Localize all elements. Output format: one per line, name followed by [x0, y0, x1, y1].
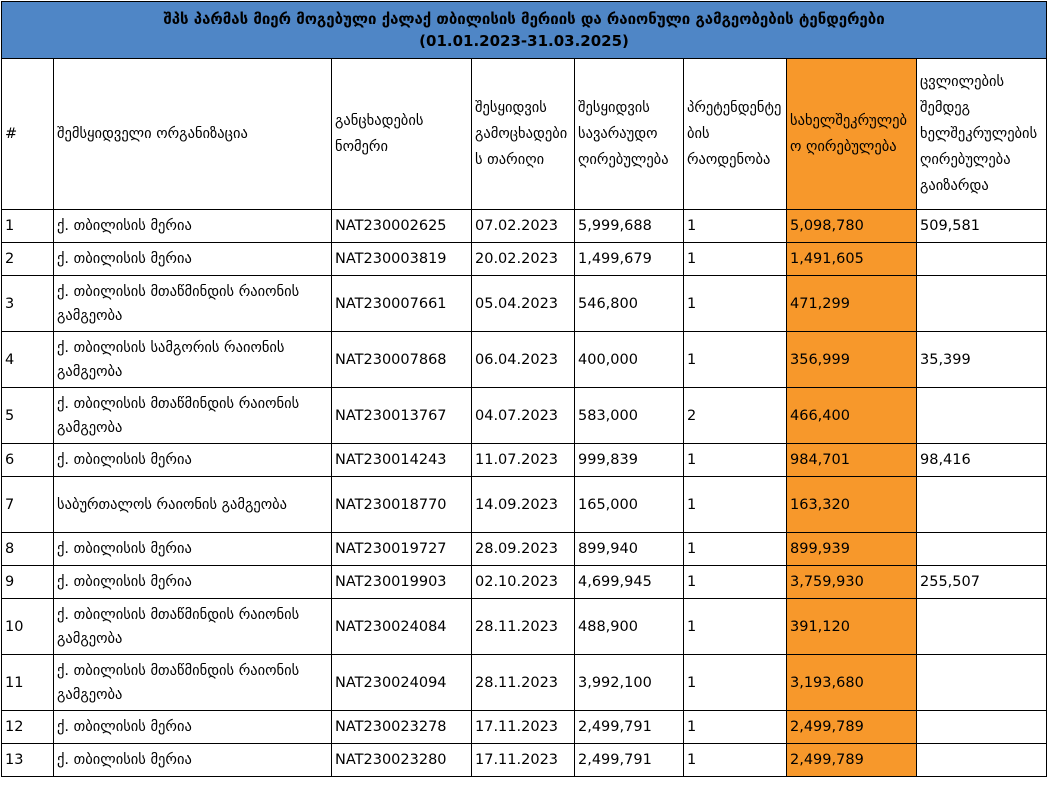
- col-header-bidders: პრეტენდენტების რაოდენობა: [684, 59, 787, 210]
- cell-contract: 899,939: [787, 533, 917, 566]
- cell-num: 10: [2, 599, 54, 655]
- cell-changed: [917, 599, 1047, 655]
- cell-app: NAT230007868: [332, 332, 472, 388]
- cell-changed: 98,416: [917, 444, 1047, 477]
- cell-contract: 391,120: [787, 599, 917, 655]
- cell-contract: 984,701: [787, 444, 917, 477]
- cell-contract: 1,491,605: [787, 243, 917, 276]
- col-header-changed: ცვლილების შემდეგ ხელშეკრულების ღირებულება გაიზარდა: [917, 59, 1047, 210]
- cell-changed: [917, 744, 1047, 777]
- cell-num: 2: [2, 243, 54, 276]
- cell-est: 400,000: [575, 332, 684, 388]
- cell-bidders: 1: [684, 210, 787, 243]
- table-row: [2, 655, 1047, 711]
- table-body: [2, 210, 1047, 777]
- cell-app: NAT230023280: [332, 744, 472, 777]
- cell-est: 899,940: [575, 533, 684, 566]
- table-row: [2, 332, 1047, 388]
- cell-contract: 163,320: [787, 477, 917, 533]
- cell-contract: 3,759,930: [787, 566, 917, 599]
- table-row: [2, 210, 1047, 243]
- cell-date: 04.07.2023: [472, 388, 575, 444]
- title-line-1: შპს პარმას მიერ მოგებული ქალაქ თბილისის მერიის და რაიონული გამგეობების ტენდერები: [163, 10, 885, 28]
- cell-date: 07.02.2023: [472, 210, 575, 243]
- table-row: [2, 477, 1047, 533]
- table-row: [2, 599, 1047, 655]
- cell-org: ქ. თბილისის მერია: [54, 210, 332, 243]
- cell-changed: [917, 243, 1047, 276]
- col-header-est: შესყიდვის სავარაუდო ღირებულება: [575, 59, 684, 210]
- cell-org: ქ. თბილისის მთაწმინდის რაიონის გამგეობა: [54, 599, 332, 655]
- cell-app: NAT230007661: [332, 276, 472, 332]
- cell-date: 17.11.2023: [472, 744, 575, 777]
- cell-app: NAT230019727: [332, 533, 472, 566]
- col-header-date: შესყიდვის გამოცხადების თარიღი: [472, 59, 575, 210]
- cell-date: 14.09.2023: [472, 477, 575, 533]
- cell-bidders: 2: [684, 388, 787, 444]
- table-title: [2, 2, 1047, 59]
- cell-app: NAT230019903: [332, 566, 472, 599]
- cell-org: ქ. თბილისის მერია: [54, 744, 332, 777]
- table-row: [2, 444, 1047, 477]
- cell-est: 165,000: [575, 477, 684, 533]
- cell-num: 6: [2, 444, 54, 477]
- cell-bidders: 1: [684, 477, 787, 533]
- cell-est: 5,999,688: [575, 210, 684, 243]
- cell-changed: [917, 276, 1047, 332]
- table-row: [2, 533, 1047, 566]
- cell-bidders: 1: [684, 655, 787, 711]
- cell-bidders: 1: [684, 444, 787, 477]
- table-row: [2, 388, 1047, 444]
- cell-org: ქ. თბილისის მთაწმინდის რაიონის გამგეობა: [54, 655, 332, 711]
- cell-changed: [917, 388, 1047, 444]
- cell-changed: [917, 477, 1047, 533]
- cell-org: ქ. თბილისის მთაწმინდის რაიონის გამგეობა: [54, 388, 332, 444]
- cell-app: NAT230003819: [332, 243, 472, 276]
- cell-num: 11: [2, 655, 54, 711]
- cell-num: 13: [2, 744, 54, 777]
- col-header-contract: სახელშეკრულებო ღირებულება: [787, 59, 917, 210]
- cell-date: 28.11.2023: [472, 599, 575, 655]
- cell-date: 02.10.2023: [472, 566, 575, 599]
- table-row: [2, 243, 1047, 276]
- tenders-table: [1, 1, 1047, 777]
- title-line-2: (01.01.2023-31.03.2025): [419, 32, 629, 50]
- cell-est: 4,699,945: [575, 566, 684, 599]
- cell-contract: 3,193,680: [787, 655, 917, 711]
- cell-est: 2,499,791: [575, 744, 684, 777]
- cell-num: 8: [2, 533, 54, 566]
- cell-num: 4: [2, 332, 54, 388]
- cell-num: 7: [2, 477, 54, 533]
- cell-bidders: 1: [684, 243, 787, 276]
- cell-date: 11.07.2023: [472, 444, 575, 477]
- cell-bidders: 1: [684, 566, 787, 599]
- cell-contract: 5,098,780: [787, 210, 917, 243]
- cell-changed: [917, 711, 1047, 744]
- cell-changed: 255,507: [917, 566, 1047, 599]
- col-header-num: #: [2, 59, 54, 210]
- cell-org: ქ. თბილისის მთაწმინდის რაიონის გამგეობა: [54, 276, 332, 332]
- header-row: [2, 59, 1047, 210]
- cell-est: 583,000: [575, 388, 684, 444]
- cell-app: NAT230014243: [332, 444, 472, 477]
- cell-changed: [917, 655, 1047, 711]
- cell-contract: 466,400: [787, 388, 917, 444]
- cell-est: 2,499,791: [575, 711, 684, 744]
- cell-est: 1,499,679: [575, 243, 684, 276]
- cell-est: 546,800: [575, 276, 684, 332]
- table-row: [2, 566, 1047, 599]
- cell-contract: 2,499,789: [787, 744, 917, 777]
- cell-org: ქ. თბილისის მერია: [54, 711, 332, 744]
- cell-org: ქ. თბილისის მერია: [54, 444, 332, 477]
- cell-est: 999,839: [575, 444, 684, 477]
- cell-contract: 471,299: [787, 276, 917, 332]
- cell-num: 1: [2, 210, 54, 243]
- table-row: [2, 744, 1047, 777]
- cell-date: 06.04.2023: [472, 332, 575, 388]
- cell-est: 488,900: [575, 599, 684, 655]
- cell-app: NAT230013767: [332, 388, 472, 444]
- cell-date: 20.02.2023: [472, 243, 575, 276]
- cell-bidders: 1: [684, 599, 787, 655]
- cell-app: NAT230024084: [332, 599, 472, 655]
- cell-bidders: 1: [684, 276, 787, 332]
- table-row: [2, 711, 1047, 744]
- cell-bidders: 1: [684, 744, 787, 777]
- cell-date: 17.11.2023: [472, 711, 575, 744]
- cell-org: ქ. თბილისის სამგორის რაიონის გამგეობა: [54, 332, 332, 388]
- cell-changed: 509,581: [917, 210, 1047, 243]
- cell-org: საბურთალოს რაიონის გამგეობა: [54, 477, 332, 533]
- cell-bidders: 1: [684, 533, 787, 566]
- cell-contract: 2,499,789: [787, 711, 917, 744]
- cell-num: 3: [2, 276, 54, 332]
- col-header-app: განცხადების ნომერი: [332, 59, 472, 210]
- cell-num: 12: [2, 711, 54, 744]
- col-header-org: შემსყიდველი ორგანიზაცია: [54, 59, 332, 210]
- cell-est: 3,992,100: [575, 655, 684, 711]
- cell-app: NAT230018770: [332, 477, 472, 533]
- cell-date: 28.09.2023: [472, 533, 575, 566]
- cell-changed: 35,399: [917, 332, 1047, 388]
- cell-bidders: 1: [684, 711, 787, 744]
- cell-bidders: 1: [684, 332, 787, 388]
- table-row: [2, 276, 1047, 332]
- cell-app: NAT230002625: [332, 210, 472, 243]
- cell-num: 9: [2, 566, 54, 599]
- cell-app: NAT230024094: [332, 655, 472, 711]
- cell-num: 5: [2, 388, 54, 444]
- cell-app: NAT230023278: [332, 711, 472, 744]
- cell-org: ქ. თბილისის მერია: [54, 243, 332, 276]
- cell-date: 05.04.2023: [472, 276, 575, 332]
- cell-contract: 356,999: [787, 332, 917, 388]
- cell-org: ქ. თბილისის მერია: [54, 533, 332, 566]
- cell-date: 28.11.2023: [472, 655, 575, 711]
- cell-org: ქ. თბილისის მერია: [54, 566, 332, 599]
- cell-changed: [917, 533, 1047, 566]
